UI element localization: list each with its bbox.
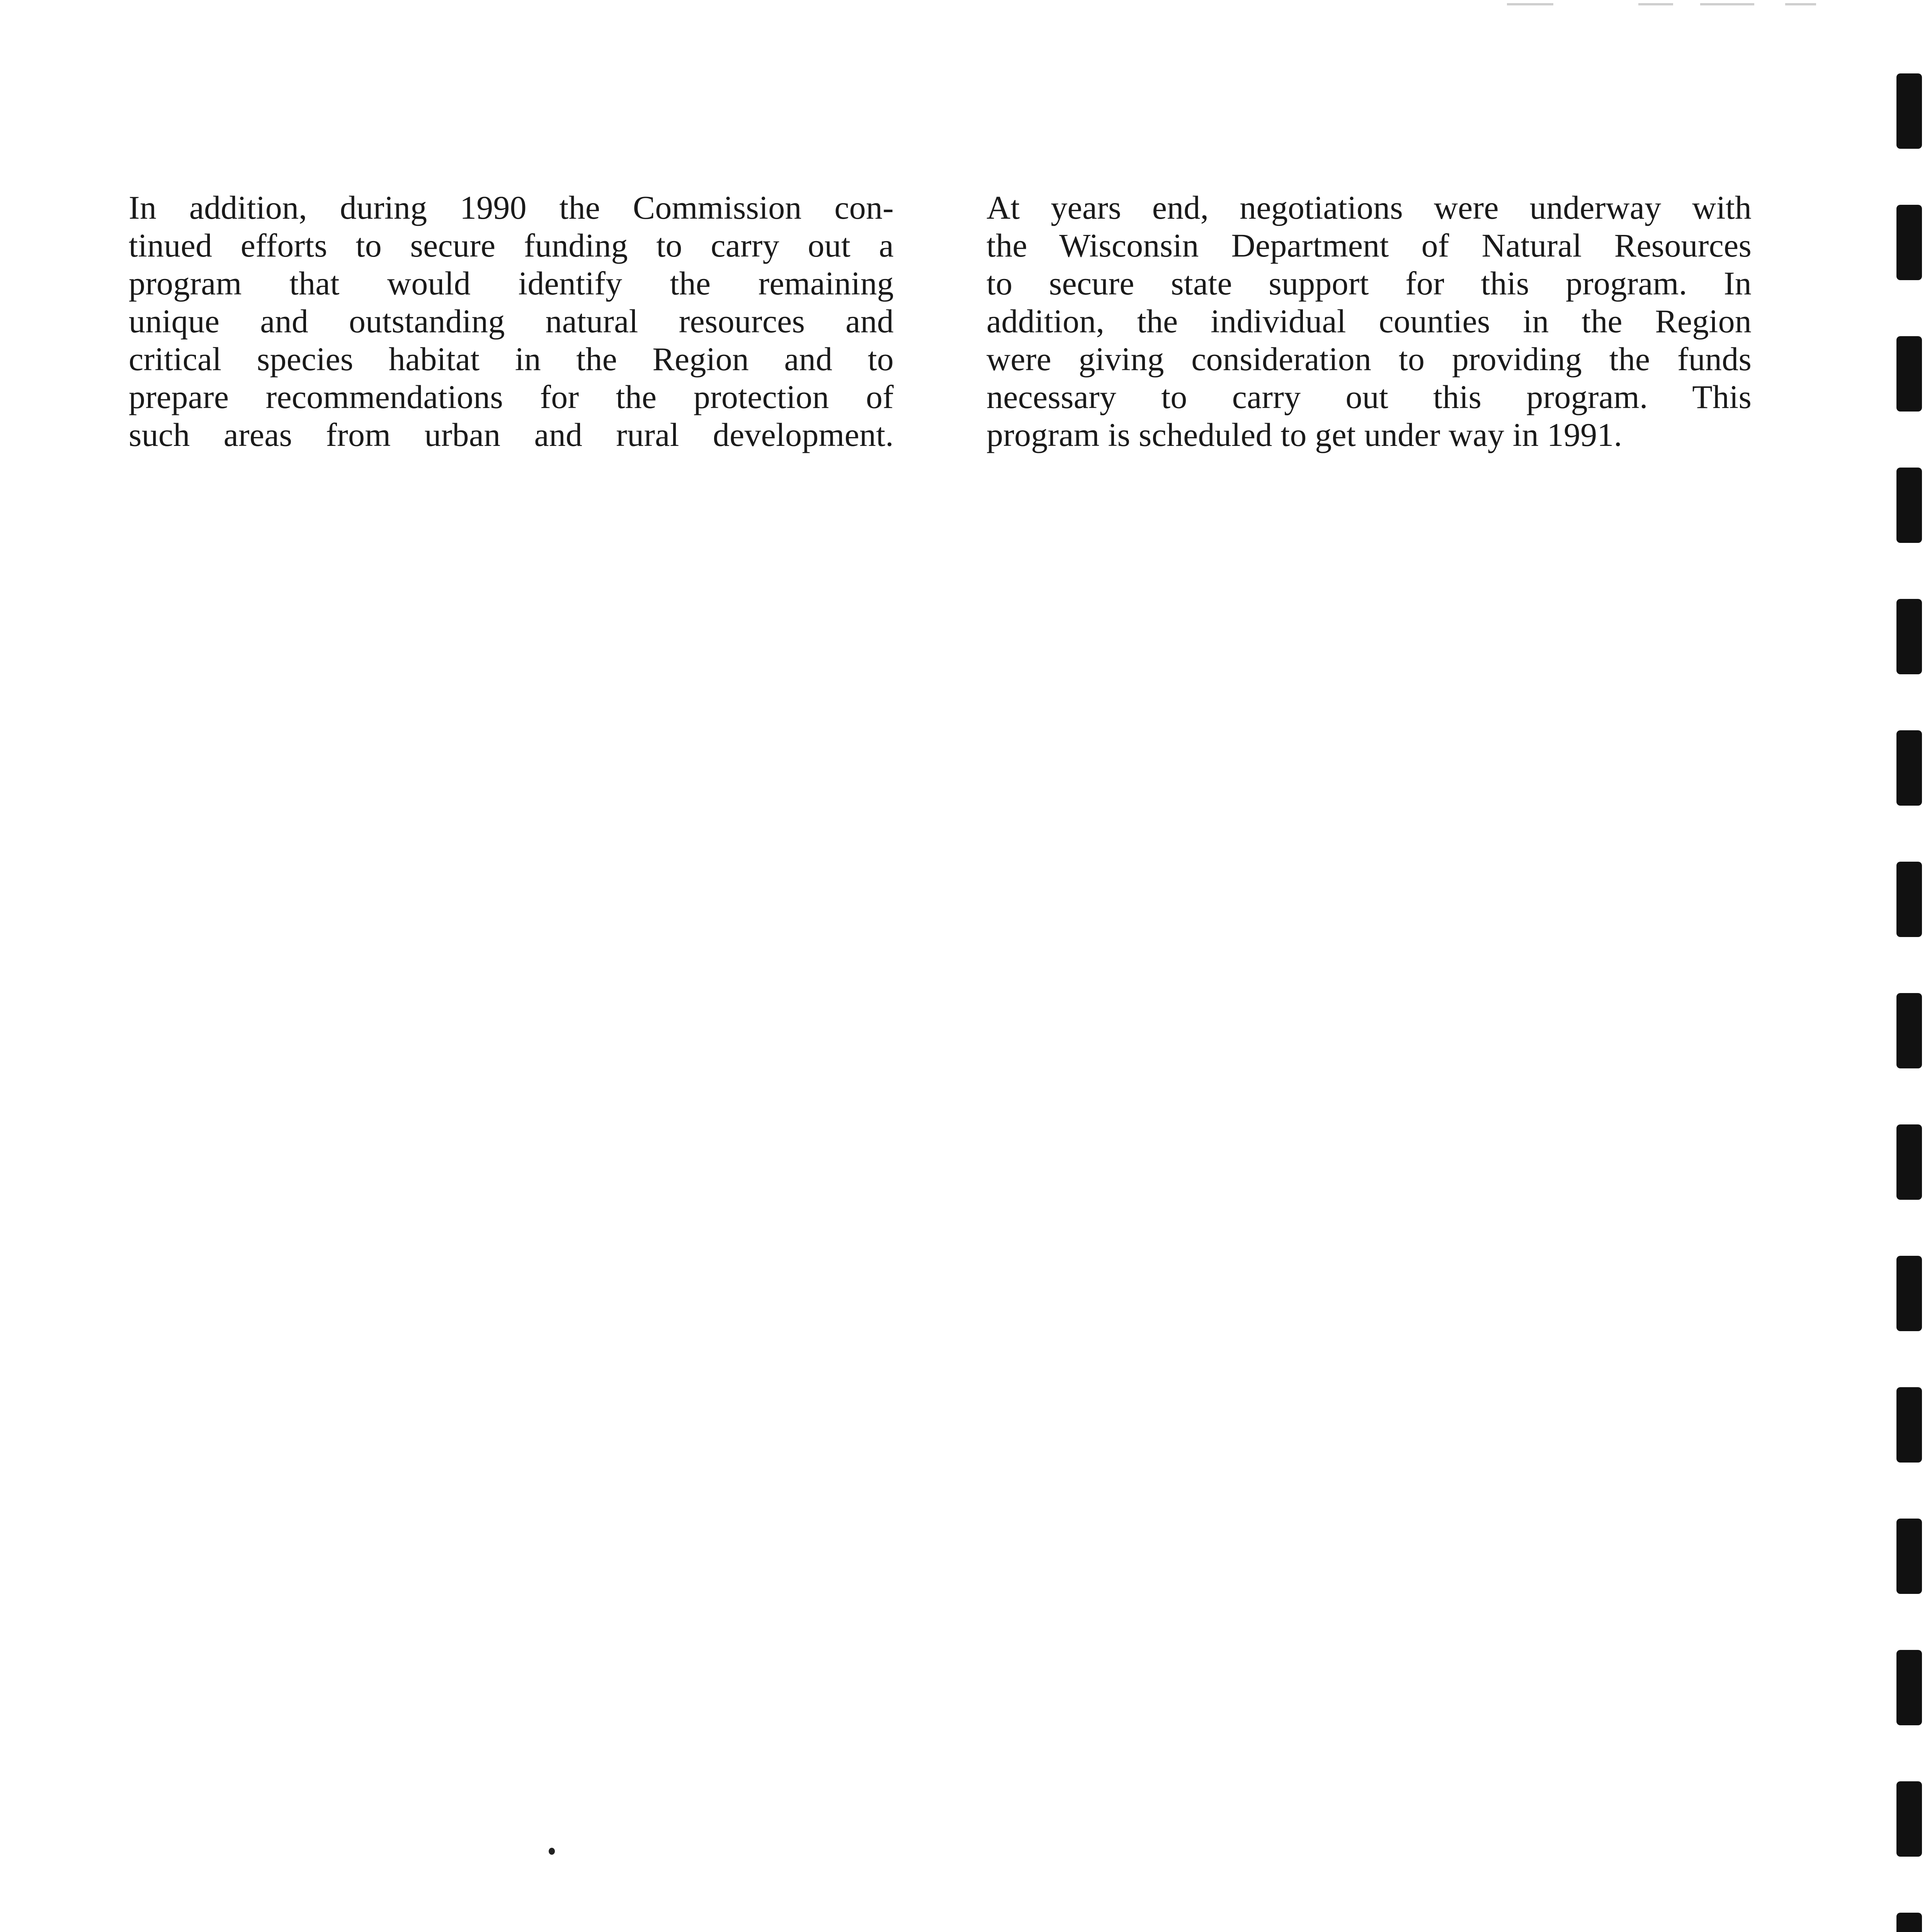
text-line: prepare recommendations for the protection of [129,378,894,415]
binding-mark [1896,1519,1922,1594]
text-line: At years end, negotiations were underway with [986,189,1752,226]
text-line: critical species habitat in the Region and to [129,340,894,378]
binding-mark [1896,862,1922,937]
binding-mark [1896,73,1922,149]
binding-mark [1896,730,1922,806]
text-line: unique and outstanding natural resources and [129,303,894,340]
scan-smudge [1700,3,1754,5]
binding-mark [1896,205,1922,280]
binding-mark [1896,599,1922,674]
left-text-column [129,189,894,454]
scan-smudge [1507,3,1553,5]
text-line: necessary to carry out this program. This [986,378,1752,415]
binding-mark [1896,1781,1922,1857]
text-line: to secure state support for this program. In [986,265,1752,302]
text-line: program is scheduled to get under way in 1991. [986,416,1622,453]
binding-mark [1896,1387,1922,1463]
text-line: addition, the individual counties in the Region [986,303,1752,340]
text-line: tinued efforts to secure funding to carry out a [129,227,894,264]
text-line: the Wisconsin Department of Natural Resources [986,227,1752,264]
binding-mark [1896,468,1922,543]
text-line: such areas from urban and rural development. [129,416,894,453]
binding-mark [1896,1913,1922,1932]
binding-mark [1896,336,1922,412]
binding-mark [1896,1124,1922,1200]
scan-smudge [1638,3,1673,5]
text-line: were giving consideration to providing the funds [986,340,1752,378]
right-text-column [986,189,1752,454]
text-line: program that would identify the remaining [129,265,894,302]
binding-marks [1896,0,1923,1932]
binding-mark [1896,1650,1922,1725]
scan-smudge [1785,3,1816,5]
scan-speck [549,1848,555,1855]
binding-mark [1896,993,1922,1068]
binding-mark [1896,1256,1922,1331]
text-line: In addition, during 1990 the Commission con- [129,189,894,226]
